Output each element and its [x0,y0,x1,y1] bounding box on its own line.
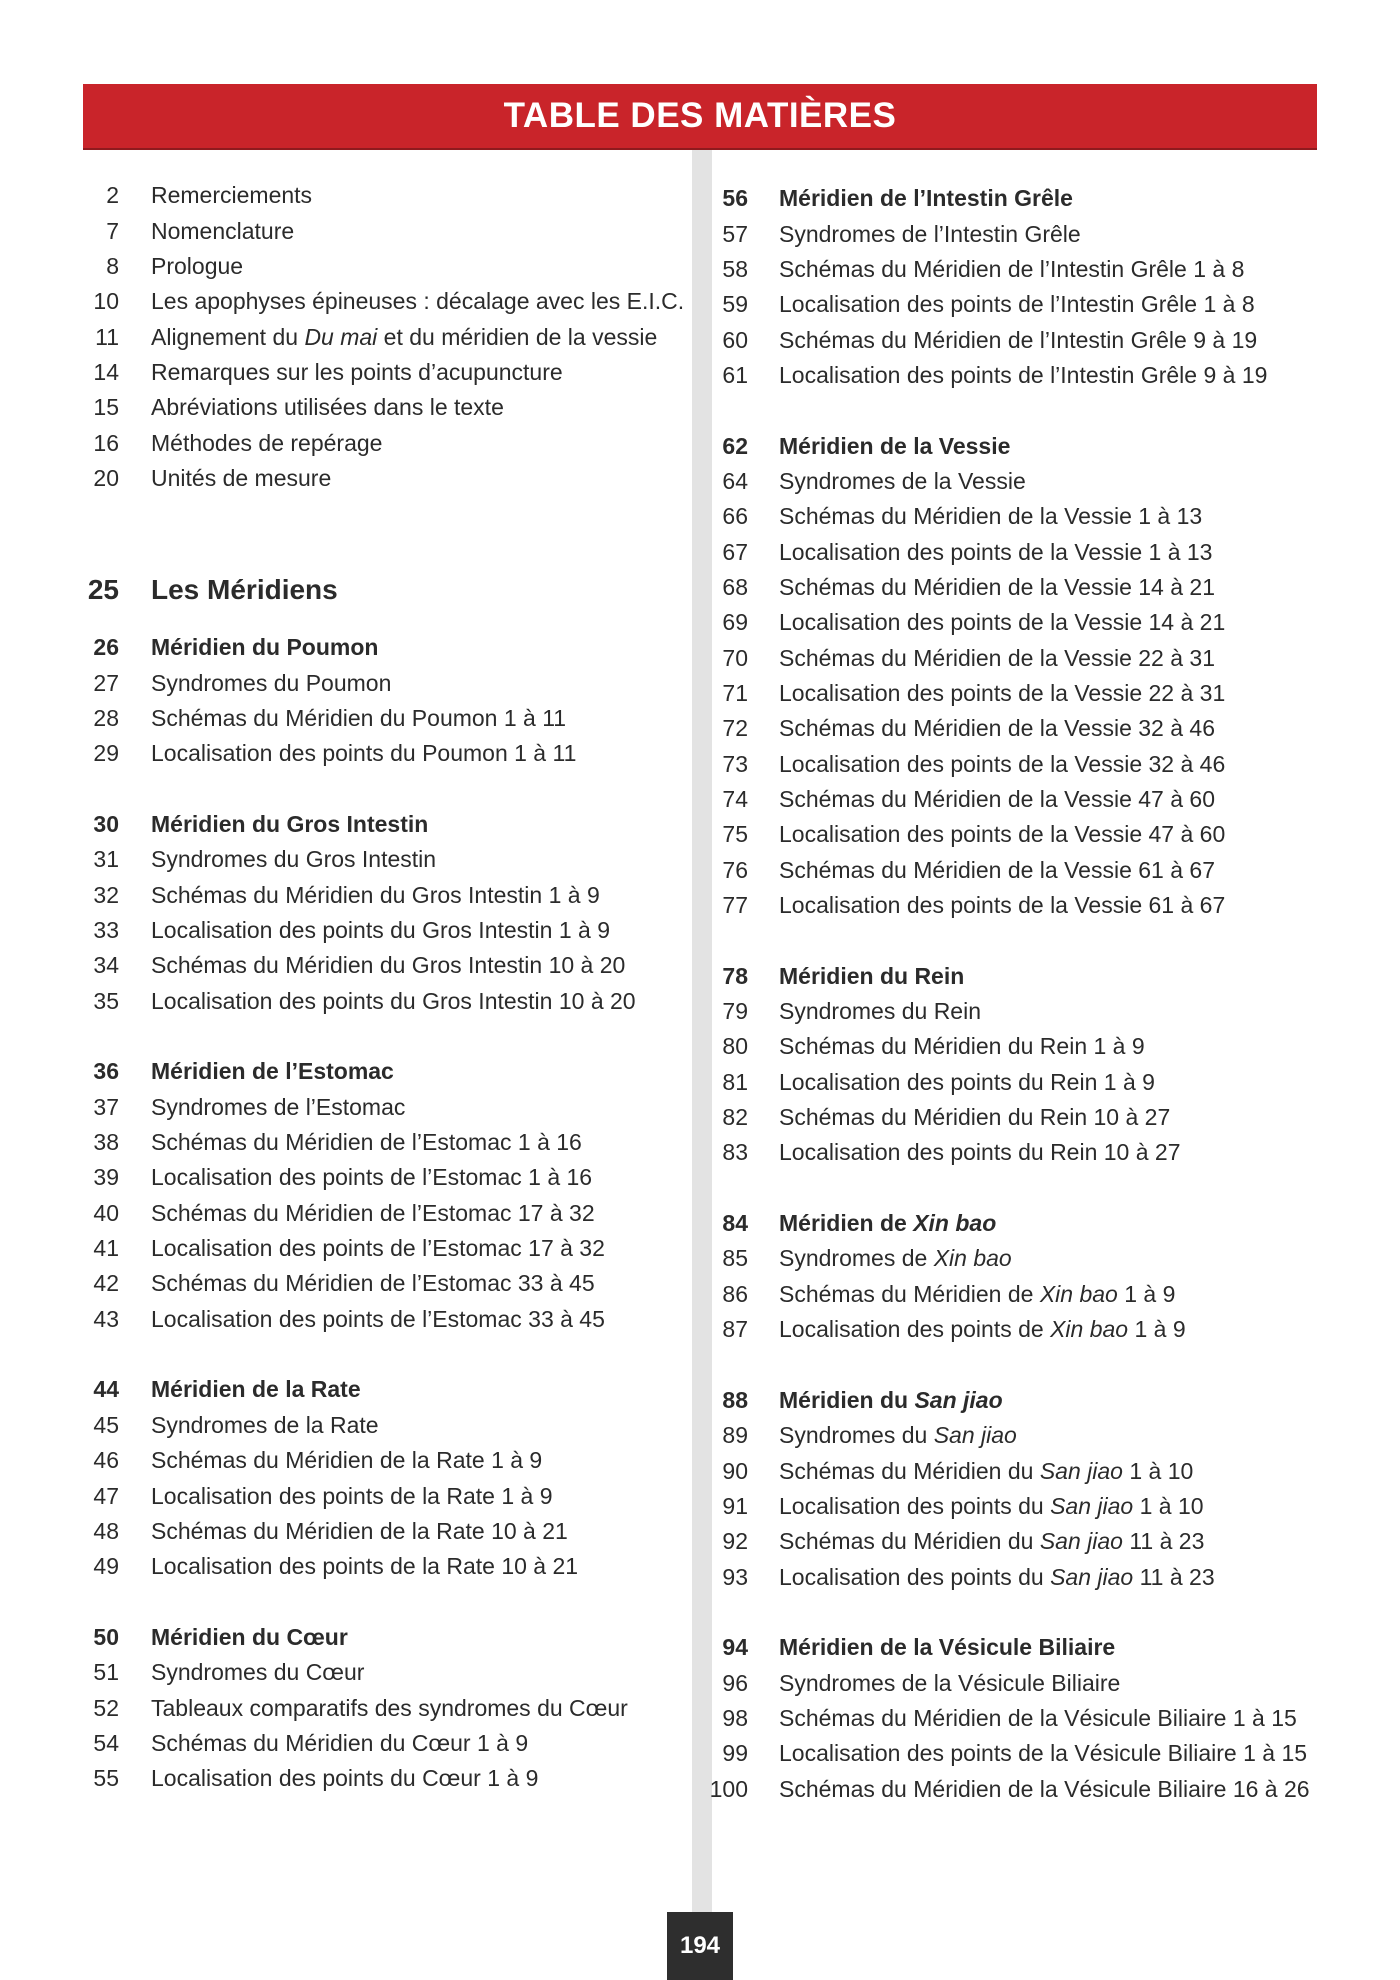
toc-chapter[interactable] [700,428,1320,463]
toc-entry[interactable] [700,711,1320,746]
page-ref: 29 [93,740,119,767]
entry-title: Les apophyses épineuses : décalage avec les E.I.C. [151,288,685,315]
page-ref: 59 [722,291,748,318]
page-ref: 27 [93,669,119,696]
toc-entry[interactable] [700,358,1320,393]
entry-text-part: Schémas du Méridien du [779,1457,1040,1484]
entry-text-italic: San jiao [1050,1563,1134,1590]
page-ref: 11 [95,323,119,350]
spacer [70,1337,670,1372]
page-ref: 2 [106,182,119,209]
entry-title: Localisation des points du Gros Intestin 1 à 9 [151,917,611,944]
page-ref: 94 [722,1634,748,1661]
toc-entry[interactable] [700,1135,1320,1170]
entry-title: Unités de mesure [151,464,332,491]
page-ref: 75 [722,821,748,848]
spacer [700,393,1320,428]
page-ref: 79 [722,998,748,1025]
entry-title: Localisation des points du Cœur 1 à 9 [151,1765,539,1792]
toc-entry[interactable] [70,319,670,354]
spacer [700,923,1320,958]
toc-entry[interactable] [700,216,1320,251]
toc-entry[interactable] [700,605,1320,640]
toc-right-column [700,181,1320,1807]
entry-title: Schémas du Méridien de l’Estomac 17 à 32 [151,1199,595,1226]
toc-entry[interactable] [70,842,670,877]
page-ref: 98 [722,1704,748,1731]
toc-chapter[interactable] [70,630,670,665]
entry-text-italic: Xin bao [933,1245,1012,1272]
toc-entry[interactable] [700,1241,1320,1276]
page-ref: 10 [93,288,119,315]
page-ref: 41 [93,1235,119,1262]
page-ref: 35 [93,987,119,1014]
toc-chapter[interactable] [700,1383,1320,1418]
page-ref: 74 [722,786,748,813]
toc-entry[interactable] [700,1524,1320,1559]
entry-title: Méridien de l’Intestin Grêle [779,185,1073,212]
toc-entry[interactable] [70,913,670,948]
entry-title: Schémas du Méridien de la Vessie 1 à 13 [779,503,1203,530]
toc-entry[interactable] [700,322,1320,357]
toc-entry[interactable] [700,1701,1320,1736]
toc-entry[interactable] [70,1160,670,1195]
toc-entry[interactable] [700,1559,1320,1594]
entry-title: Localisation des points de la Vessie 47 à 60 [779,821,1226,848]
spacer [70,1584,670,1619]
toc-entry[interactable] [70,355,670,390]
page-ref: 48 [93,1517,119,1544]
toc-entry[interactable] [70,1266,670,1301]
entry-text-part: Méridien de [779,1210,914,1237]
toc-left-column [70,178,685,1796]
entry-title: Méridien de la Rate [151,1376,361,1403]
toc-entry[interactable] [70,984,670,1019]
entry-text-part: Alignement du [151,323,305,350]
page-ref: 50 [93,1623,119,1650]
spacer [70,1019,670,1054]
toc-entry[interactable] [700,464,1320,499]
entry-title: Méridien de l’Estomac [151,1058,394,1085]
page-ref: 51 [93,1659,119,1686]
page-ref: 62 [722,432,748,459]
page-ref: 80 [722,1033,748,1060]
toc-entry[interactable] [700,1100,1320,1135]
entry-title: Schémas du Méridien de l’Estomac 33 à 45 [151,1270,595,1297]
entry-title [779,1383,1003,1418]
entry-title: Méridien du Cœur [151,1623,348,1650]
entry-title: Schémas du Méridien de la Vessie 61 à 67 [779,856,1215,883]
entry-title: Localisation des points de la Rate 10 à 21 [151,1553,579,1580]
entry-text-italic: San jiao [1039,1457,1123,1484]
entry-title: Schémas du Méridien de la Vésicule Biliaire 16 à 26 [779,1775,1310,1802]
entry-title: Méridien de la Vésicule Biliaire [779,1634,1116,1661]
page-ref: 34 [93,952,119,979]
toc-entry[interactable] [700,1736,1320,1771]
entry-title: Abréviations utilisées dans le texte [151,394,504,421]
toc-chapter[interactable] [700,1206,1320,1241]
toc-entry[interactable] [70,948,670,983]
toc-entry[interactable] [700,1489,1320,1524]
spacer [700,1595,1320,1630]
spacer [700,1347,1320,1382]
toc-entry[interactable] [70,284,685,319]
entry-title: Syndromes de l’Estomac [151,1093,406,1120]
page-ref: 67 [722,538,748,565]
page-ref: 99 [722,1740,748,1767]
entry-title: Schémas du Méridien du Rein 10 à 27 [779,1104,1171,1131]
entry-title: Localisation des points du Rein 1 à 9 [779,1068,1155,1095]
entry-title [151,320,657,355]
entry-title [779,1489,1204,1524]
entry-text-part: Schémas du Méridien de [779,1280,1040,1307]
toc-entry[interactable] [70,1655,670,1690]
entry-text-italic: Xin bao [1050,1316,1129,1343]
page-ref: 73 [722,750,748,777]
page-ref: 47 [93,1482,119,1509]
page-ref: 42 [93,1270,119,1297]
toc-entry[interactable] [70,1231,670,1266]
entry-title: Schémas du Méridien de la Vésicule Biliaire 1 à 15 [779,1704,1297,1731]
page-ref: 77 [722,892,748,919]
toc-entry[interactable] [70,1196,670,1231]
entry-title: Localisation des points de la Vessie 14 à 21 [779,609,1226,636]
toc-entry[interactable] [700,534,1320,569]
toc-entry[interactable] [700,994,1320,1029]
toc-entry[interactable] [70,878,670,913]
entry-text-part: 1 à 10 [1133,1492,1204,1519]
toc-entry[interactable] [700,676,1320,711]
toc-entry[interactable] [70,425,670,460]
toc-chapter[interactable] [700,959,1320,994]
toc-entry[interactable] [700,252,1320,287]
page-ref: 66 [722,503,748,530]
page-ref: 26 [93,634,119,661]
entry-title: Méridien de la Vessie [779,432,1011,459]
entry-text-italic: San jiao [1039,1528,1123,1555]
page-ref: 85 [722,1245,748,1272]
entry-title: Schémas du Méridien de la Vessie 32 à 46 [779,715,1215,742]
toc-chapter[interactable] [70,1054,670,1089]
entry-title: Schémas du Méridien de la Rate 1 à 9 [151,1447,543,1474]
page-ref: 45 [93,1411,119,1438]
entry-title: Localisation des points de la Vessie 22 à 31 [779,679,1226,706]
entry-title [779,1277,1175,1312]
entry-title: Localisation des points du Poumon 1 à 11 [151,740,577,767]
entry-title [779,1312,1186,1347]
entry-text-part: 1 à 9 [1117,1280,1176,1307]
entry-title: Schémas du Méridien de la Vessie 14 à 21 [779,573,1215,600]
toc-entry[interactable] [700,782,1320,817]
entry-text-italic: Du mai [304,323,378,350]
page-ref: 96 [722,1669,748,1696]
page-ref: 64 [722,467,748,494]
page-ref: 93 [722,1563,748,1590]
page-ref: 32 [93,881,119,908]
entry-text-italic: San jiao [914,1386,1003,1413]
entry-text-part: Syndromes de [779,1245,934,1272]
section-title: Les Méridiens [151,573,338,605]
toc-entry[interactable] [700,1312,1320,1347]
page-ref: 49 [93,1553,119,1580]
page-ref: 69 [722,609,748,636]
entry-text-italic: San jiao [1050,1492,1134,1519]
entry-title [779,1454,1193,1489]
page-ref: 70 [722,644,748,671]
page-ref: 20 [93,464,119,491]
page-title: TABLE DES MATIÈRES [503,96,897,135]
toc-chapter[interactable] [70,1372,670,1407]
page-ref: 52 [93,1694,119,1721]
toc-entry[interactable] [70,1549,670,1584]
toc-entry[interactable] [70,213,670,248]
toc-entry[interactable] [70,1443,670,1478]
toc-chapter[interactable] [700,181,1320,216]
spacer [70,614,670,630]
page-ref: 30 [93,810,119,837]
entry-text-part: 1 à 10 [1122,1457,1194,1484]
page-ref: 55 [93,1765,119,1792]
page-ref: 68 [722,573,748,600]
entry-title: Schémas du Méridien du Gros Intestin 1 à 9 [151,881,600,908]
entry-title: Syndromes de la Rate [151,1411,379,1438]
toc-entry[interactable] [700,747,1320,782]
entry-text-part: Méridien du [779,1386,915,1413]
toc-entry[interactable] [70,1690,670,1725]
entry-title: Localisation des points du Gros Intestin 10 à 20 [151,987,636,1014]
page-ref: 33 [93,917,119,944]
entry-title: Prologue [151,252,244,279]
entry-title [779,1524,1204,1559]
toc-entry[interactable] [700,570,1320,605]
entry-text-part: Localisation des points de [779,1316,1051,1343]
entry-title: Méthodes de repérage [151,429,383,456]
entry-text-italic: Xin bao [1039,1280,1118,1307]
entry-title: Localisation des points de l’Estomac 1 à 16 [151,1164,593,1191]
page-ref: 54 [93,1729,119,1756]
toc-entry[interactable] [70,701,670,736]
entry-title: Schémas du Méridien du Rein 1 à 9 [779,1033,1145,1060]
entry-title: Schémas du Méridien du Gros Intestin 10 à 20 [151,952,626,979]
entry-title: Remerciements [151,182,313,209]
page-ref: 40 [93,1199,119,1226]
toc-chapter[interactable] [70,807,670,842]
toc-entry[interactable] [70,1761,670,1796]
page-ref: 43 [93,1305,119,1332]
toc-section-heading[interactable] [70,564,670,614]
page-ref: 87 [722,1316,748,1343]
page-ref: 61 [722,361,748,388]
toc-entry[interactable] [700,1029,1320,1064]
entry-title: Localisation des points du Rein 10 à 27 [779,1139,1181,1166]
entry-title [779,1418,1017,1453]
toc-entry[interactable] [700,1418,1320,1453]
entry-title: Localisation des points de la Rate 1 à 9 [151,1482,553,1509]
page-ref: 91 [722,1492,748,1519]
entry-title: Localisation des points de l’Intestin Grêle 9 à 19 [779,361,1268,388]
entry-title [779,1241,1012,1276]
entry-text-part: Schémas du Méridien du [779,1528,1040,1555]
toc-entry[interactable] [700,888,1320,923]
toc-entry[interactable] [700,817,1320,852]
entry-title: Localisation des points de l’Intestin Grêle 1 à 8 [779,291,1255,318]
page-ref: 81 [722,1068,748,1095]
entry-title: Syndromes de l’Intestin Grêle [779,220,1081,247]
page-ref: 84 [722,1210,748,1237]
page-ref: 58 [722,255,748,282]
page-ref: 7 [106,217,119,244]
page-ref: 25 [87,573,119,605]
entry-title: Schémas du Méridien de l’Estomac 1 à 16 [151,1129,582,1156]
page-ref: 86 [722,1280,748,1307]
entry-title: Schémas du Méridien de la Vessie 47 à 60 [779,786,1215,813]
entry-title: Syndromes du Rein [779,998,981,1025]
entry-title: Syndromes du Cœur [151,1659,365,1686]
page-ref: 100 [709,1775,748,1802]
page-ref: 15 [93,394,119,421]
toc-entry[interactable] [700,1771,1320,1806]
page-ref: 37 [93,1093,119,1120]
entry-text-part: Syndromes du [779,1422,934,1449]
entry-title: Méridien du Rein [779,962,965,989]
page-ref: 82 [722,1104,748,1131]
page-ref: 31 [93,846,119,873]
page-ref: 44 [93,1376,119,1403]
toc-entry[interactable] [700,640,1320,675]
toc-entry[interactable] [70,1408,670,1443]
entry-title: Syndromes de la Vésicule Biliaire [779,1669,1121,1696]
entry-text-italic: San jiao [933,1422,1017,1449]
entry-title: Syndromes du Poumon [151,669,392,696]
toc-entry[interactable] [70,1302,670,1337]
page-ref: 14 [93,358,119,385]
page-ref: 76 [722,856,748,883]
entry-title: Schémas du Méridien du Poumon 1 à 11 [151,704,567,731]
page-ref: 90 [722,1457,748,1484]
page-ref: 16 [93,429,119,456]
toc-entry[interactable] [700,499,1320,534]
entry-title: Localisation des points de l’Estomac 17 à 32 [151,1235,605,1262]
entry-title: Schémas du Méridien de la Vessie 22 à 31 [779,644,1215,671]
page-ref: 92 [722,1528,748,1555]
entry-text-part: 11 à 23 [1133,1563,1215,1590]
entry-title: Localisation des points de l’Estomac 33 à 45 [151,1305,605,1332]
toc-entry[interactable] [700,287,1320,322]
toc-entry[interactable] [70,1726,670,1761]
toc-entry[interactable] [70,1478,670,1513]
entry-title: Localisation des points de la Vésicule Biliaire 1 à 15 [779,1740,1308,1767]
entry-title: Syndromes du Gros Intestin [151,846,437,873]
toc-entry[interactable] [700,1065,1320,1100]
toc-entry[interactable] [700,1277,1320,1312]
toc-entry[interactable] [70,461,670,496]
entry-title: Localisation des points de la Vessie 1 à 13 [779,538,1213,565]
page-ref: 8 [106,252,119,279]
entry-text-part: Localisation des points du [779,1563,1051,1590]
page-ref: 57 [722,220,748,247]
entry-title [779,1560,1215,1595]
entry-title: Méridien du Gros Intestin [151,810,429,837]
spacer [70,771,670,806]
entry-title: Syndromes de la Vessie [779,467,1026,494]
entry-title: Méridien du Poumon [151,634,379,661]
entry-title: Tableaux comparatifs des syndromes du Cœur [151,1694,628,1721]
page-ref: 56 [722,185,748,212]
page-ref: 72 [722,715,748,742]
toc-entry[interactable] [70,1514,670,1549]
entry-text-part: 1 à 9 [1128,1316,1186,1343]
toc-chapter[interactable] [700,1630,1320,1665]
entry-title: Localisation des points de la Vessie 61 à 67 [779,892,1226,919]
entry-text-part: et du méridien de la vessie [377,323,658,350]
page-ref: 46 [93,1447,119,1474]
entry-title: Schémas du Méridien de l’Intestin Grêle 1 à 8 [779,255,1245,282]
entry-title: Remarques sur les points d’acupuncture [151,358,563,385]
page-ref: 89 [722,1422,748,1449]
toc-entry[interactable] [70,1125,670,1160]
entry-title: Schémas du Méridien de l’Intestin Grêle 9 à 19 [779,326,1258,353]
toc-entry[interactable] [70,1090,670,1125]
page-ref: 28 [93,704,119,731]
entry-text-part: 11 à 23 [1122,1528,1205,1555]
entry-title: Localisation des points de la Vessie 32 à 46 [779,750,1226,777]
toc-entry[interactable] [70,736,670,771]
entry-title [779,1206,996,1241]
page-number: 194 [667,1912,733,1980]
entry-text-part: Localisation des points du [779,1492,1051,1519]
toc-entry[interactable] [70,178,670,213]
toc-entry[interactable] [700,853,1320,888]
page-ref: 78 [722,962,748,989]
toc-entry[interactable] [700,1453,1320,1488]
page-ref: 60 [722,326,748,353]
page-ref: 83 [722,1139,748,1166]
spacer [70,496,670,564]
entry-title: Schémas du Méridien de la Rate 10 à 21 [151,1517,568,1544]
toc-entry[interactable] [70,249,670,284]
entry-title: Nomenclature [151,217,295,244]
page-ref: 38 [93,1129,119,1156]
page-ref: 88 [722,1386,748,1413]
toc-entry[interactable] [700,1665,1320,1700]
toc-entry[interactable] [70,665,670,700]
page-ref: 39 [93,1164,119,1191]
toc-header [83,84,1317,150]
entry-title: Schémas du Méridien du Cœur 1 à 9 [151,1729,529,1756]
page-ref: 71 [722,679,748,706]
page-ref: 36 [93,1058,119,1085]
spacer [700,1171,1320,1206]
entry-text-italic: Xin bao [913,1210,997,1237]
toc-chapter[interactable] [70,1620,670,1655]
toc-entry[interactable] [70,390,670,425]
